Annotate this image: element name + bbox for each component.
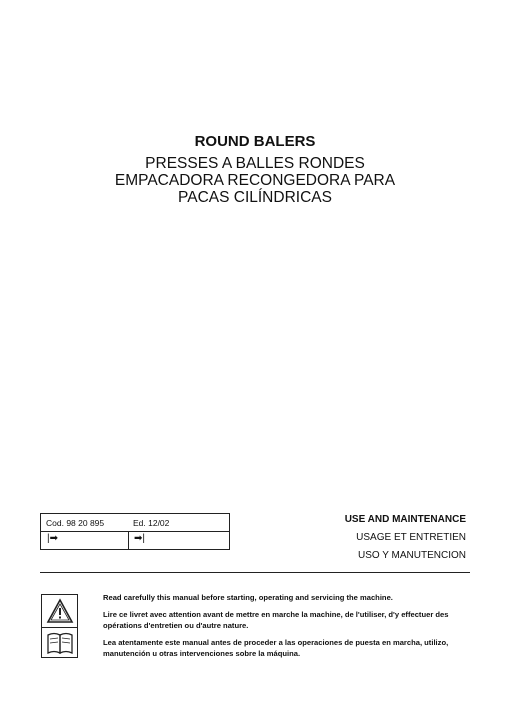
warning-triangle-icon: [46, 598, 74, 624]
title-spanish-line2: PACAS CILÍNDRICAS: [178, 189, 332, 206]
code-box-divider: [128, 532, 129, 550]
usage-french: USAGE ET ENTRETIEN: [356, 532, 466, 543]
title-spanish-line1: EMPACADORA RECONGEDORA PARA: [114, 172, 396, 189]
code-box: [40, 513, 230, 550]
arrow-end-icon: ➡|: [134, 533, 145, 544]
title-main: ROUND BALERS: [194, 133, 316, 150]
icon-box: [41, 594, 78, 658]
arrow-start-icon: |➡: [47, 533, 58, 544]
code-row: [41, 514, 229, 532]
title-block: [0, 133, 510, 206]
note-english: Read carefully this manual before starting, operating and servicing the machine.: [103, 593, 393, 602]
usage-block: [345, 514, 466, 562]
code-number: Cod. 98 20 895: [46, 518, 105, 528]
icon-box-divider: [42, 627, 77, 628]
open-book-icon: [46, 630, 74, 656]
edition: Ed. 12/02: [133, 518, 170, 528]
usage-english: USE AND MAINTENANCE: [344, 514, 466, 525]
usage-spanish: USO Y MANUTENCION: [358, 550, 466, 561]
note-spanish: Lea atentamente este manual antes de proceder a las operaciones de puesta en marcha, utilizo, manutención u otras intervenciones sobre la máquina.: [103, 638, 449, 658]
title-french: PRESSES A BALLES RONDES: [145, 155, 365, 172]
note-french: Lire ce livret avec attention avant de mettre en marche la machine, de l'utiliser, d'y effectuer des opérations d'entretien ou d'autre nature.: [103, 610, 449, 630]
horizontal-rule: [40, 572, 470, 573]
notes-block: [103, 592, 473, 665]
